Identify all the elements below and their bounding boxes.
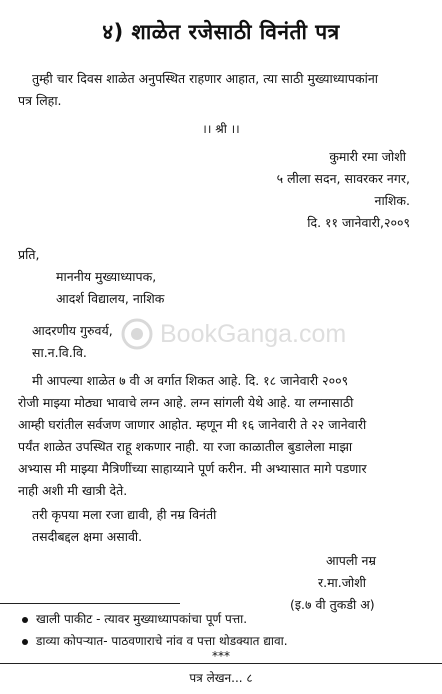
invocation: ।। श्री ।। [202, 122, 240, 136]
body-line: मी आपल्या शाळेत ७ वी अ वर्गात शिकत आहे. दि. १८ जानेवारी २००९ [32, 373, 349, 388]
note-item [22, 610, 247, 627]
bullet-icon [22, 617, 28, 623]
body-line: अभ्यास मी माझ्या मैत्रिणींच्या साहाय्याने पूर्ण करीन. मी अभ्यासात मागे पडणार [18, 461, 367, 476]
closing-class: (इ.७ वी तुकडी अ) [290, 597, 375, 612]
salutation-line-2: सा.न.वि.वि. [32, 345, 87, 360]
body-line: नाही अशी मी खात्री देते. [18, 483, 128, 498]
sender-name: कुमारी रमा जोशी [329, 149, 406, 164]
sender-address: ५ लीला सदन, सावरकर नगर, [276, 171, 410, 186]
recipient-title: माननीय मुख्याध्यापक, [56, 269, 157, 284]
notes-divider [0, 603, 180, 604]
salutation-line-1: आदरणीय गुरुवर्य, [32, 323, 113, 338]
page-footer: पत्र लेखन... ८ [189, 671, 253, 685]
recipient-prati: प्रति, [18, 247, 40, 262]
apology-line: तसदीबद्दल क्षमा असावी. [32, 529, 143, 544]
note-item [22, 632, 288, 649]
separator-stars: *** [212, 649, 230, 663]
sender-city: नाशिक. [374, 193, 410, 208]
watermark-text: BookGanga.com [160, 320, 347, 348]
watermark [120, 318, 347, 350]
note-text: डाव्या कोपऱ्यात- पाठवणाराचे नांव व पत्ता थोडक्यात द्यावा. [36, 634, 288, 648]
bookganga-logo-icon [120, 318, 154, 350]
footer-rule [0, 663, 442, 664]
letter-date: दि. ११ जानेवारी,२००९ [307, 215, 410, 230]
recipient-school: आदर्श विद्यालय, नाशिक [56, 291, 165, 306]
note-text: खाली पाकीट - त्यावर मुख्याध्यापकांचा पूर्ण पत्ता. [36, 612, 248, 626]
request-line: तरी कृपया मला रजा द्यावी, ही नम्र विनंती [32, 507, 217, 522]
closing-line-1: आपली नम्र [326, 553, 376, 568]
instruction-line-1: तुम्ही चार दिवस शाळेत अनुपस्थित राहणार आहात, त्या साठी मुख्याध्यापकांना [32, 71, 379, 86]
body-line: रोजी माझ्या मोठ्या भावाचे लग्न आहे. लग्न सांगली येथे आहे. या लग्नासाठी [18, 395, 354, 410]
body-line: आम्ही घरांतील सर्वजण जाणार आहोत. म्हणून मी १६ जानेवारी ते २२ जानेवारी [18, 417, 367, 432]
closing-signature: र.मा.जोशी [318, 575, 367, 590]
bullet-icon [22, 639, 28, 645]
instruction-line-2: पत्र लिहा. [18, 93, 62, 108]
page-title: ४) शाळेत रजेसाठी विनंती पत्र [102, 20, 340, 44]
body-line: पर्यंत शाळेत उपस्थित राहू शकणार नाही. या रजा काळातील बुडालेला माझा [18, 439, 353, 454]
